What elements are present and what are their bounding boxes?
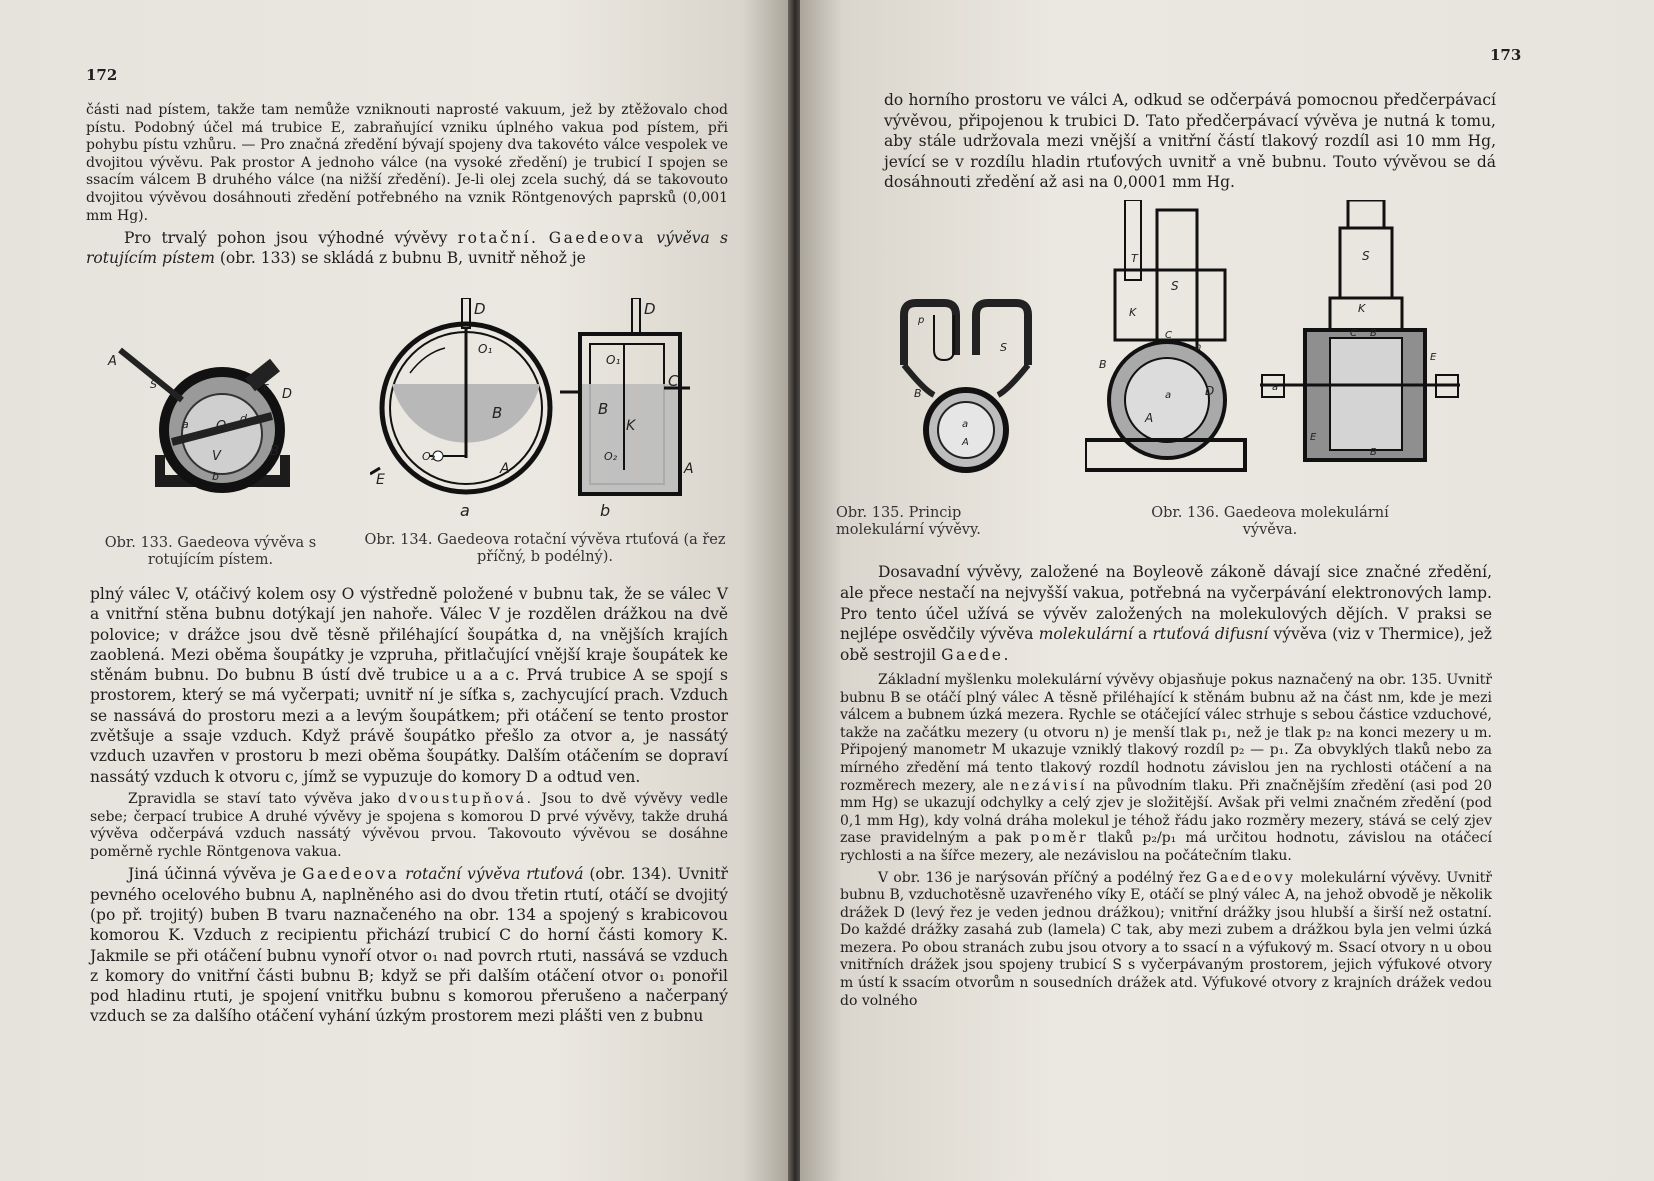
svg-text:D: D xyxy=(1205,384,1215,398)
svg-text:O₂: O₂ xyxy=(422,450,436,463)
page-number-left: 172 xyxy=(86,66,118,84)
svg-text:B: B xyxy=(1099,358,1107,371)
svg-text:d: d xyxy=(240,412,247,425)
left-paragraph-4: Zpravidla se staví tato vývěva jako dvoustupňová. Jsou to dvě vývěvy vedle sebe; čerpací trubice A druhé vývěvy je spojena s komorou D prvé vývěvy, takže druhá vývěva odčerpává vzduch nassátý vývěvou prvou. Takovouto vývěvou se dosáhne poměrně rychle Röntgenova vakua. xyxy=(90,790,729,860)
svg-text:O₁: O₁ xyxy=(606,353,621,367)
figure-134a xyxy=(370,298,565,520)
svg-text:A: A xyxy=(108,354,117,369)
svg-text:E: E xyxy=(376,472,385,488)
left-paragraph-1: části nad pístem, takže tam nemůže vzniknouti naprosté vakuum, jež by ztěžovalo chod pístu. Podobný účel má trubice E, zabraňující vzniku úplného vakua pod pístem, při pohybu pístu vzhůru. — Pro značná zředění bývají spojeny dva takovéto válce vespolek ve dvojitou vývěvu. Pak prostor A jednoho válce (na vysoké zředění) je trubicí I spojen se ssacím válcem B druhého válce (na nižší zředění). Je-li olej zcela suchý, dá se takovouto dvojitou vývěvou dosáhnouti zředění potřebného na vznik Röntgenových paprsků (0,001 mm Hg). xyxy=(86,102,728,224)
svg-text:A: A xyxy=(684,461,694,477)
right-paragraph-2: Dosavadní vývěvy, založené na Boyleově zákoně dávají sice značné zředění, ale přece nestačí na nejvyšší vakua, potřebná na vyčerpávání elektronových lamp. Pro tento účel užívá se vývěv založených na molekulových dějích. V praksi se nejlépe osvědčily vývěva molekulární a rtuťová difusní vývěva (viz v Thermice), jež obě sestrojil Gaede. xyxy=(840,563,1492,665)
svg-text:T: T xyxy=(1131,252,1138,265)
fig133-caption: Obr. 133. Gaedeova vývěva s rotujícím pístem. xyxy=(104,535,317,568)
svg-text:D: D xyxy=(474,300,486,318)
svg-text:C: C xyxy=(1350,328,1357,339)
fig136-caption: Obr. 136. Gaedeova molekulární vývěva. xyxy=(1151,505,1389,538)
svg-text:b: b xyxy=(212,470,219,483)
right-page xyxy=(800,0,1654,1181)
svg-text:K: K xyxy=(1129,306,1137,319)
svg-text:S: S xyxy=(1362,249,1370,263)
svg-text:S: S xyxy=(1171,279,1179,293)
left-paragraph-2: Pro trvalý pohon jsou výhodné vývěvy rotační. Gaedeova vývěva s rotujícím pístem (obr. 133) se skládá z bubnu B, uvnitř něhož je xyxy=(86,229,728,267)
svg-text:B: B xyxy=(598,400,609,418)
svg-text:C: C xyxy=(668,372,679,390)
svg-text:A: A xyxy=(500,461,510,477)
svg-text:K: K xyxy=(626,418,636,434)
svg-text:S: S xyxy=(150,378,157,391)
svg-text:a: a xyxy=(1165,390,1172,401)
right-text-bottom xyxy=(840,562,1492,1010)
svg-text:K: K xyxy=(1358,302,1366,315)
left-paragraph-5: Jiná účinná vývěva je Gaedeova rotační vývěva rtuťová (obr. 134). Uvnitř pevného ocelového bubnu A, naplněného asi do dvou třetin rtutí, otáčí se dvojitý (po př. trojitý) buben B tvaru naznačeného na obr. 134 a spojený s krabicovou komorou K. Vzduch z recipientu přichází trubicí C do horní části komory K. Jakmile se při otáčení bubnu vynoří otvor o₁ nad povrch rtuti, nassává se vzduch z komory do vnitřní části bubnu B; když se při dalším otáčení otvor o₁ ponořil pod hladinu rtuti, je spojení vnitřku bubnu s komorou přerušeno a načerpaný vzduch se za dalšího otáčení vyhání úzkým prostorem mezi plášti ven z bubnu xyxy=(90,865,728,1026)
fig134-caption: Obr. 134. Gaedeova rotační vývěva rtuťová (a řez příčný, b podélný). xyxy=(364,532,726,565)
right-paragraph-3: Základní myšlenku molekulární vývěvy objasňuje pokus naznačený na obr. 135. Uvnitř bubnu B se otáčí plný válec A těsně přiléhající k stěnám bubnu až na část nm, kde je mezi válcem a bubnem úzká mezera. Rychle se otáčející válec strhuje s sebou částice vzduchové, takže na začátku mezery (u otvoru n) je menší tlak p₁, než je tlak p₂ na konci mezery u m. Připojený manometr M ukazuje vzniklý tlakový rozdíl p₂ — p₁. Za obvyklých tlaků nebo za mírného zředění má tento tlakový rozdíl hodnotu závislou jen na rychlosti otáčení a na rozměrech mezery, ale nezávisí na původním tlaku. Při značnějším zředění (asi pod 20 mm Hg) se ukazují odchylky a celý zjev je složitější. Avšak při velmi značném zředění (pod 0,1 mm Hg), kdy volná dráha molekul je téhož řádu jako rozměry mezery, stává se celý zjev zase pravidelným a pak poměr tlaků p₂/p₁ má určitou hodnotu, závislou na otáčecí rychlosti a na šířce mezery, ale nezávislou na počátečním tlaku. xyxy=(840,671,1493,864)
figure-133 xyxy=(100,330,310,530)
svg-text:O₁: O₁ xyxy=(478,342,493,356)
svg-text:D: D xyxy=(282,387,293,402)
svg-text:A: A xyxy=(1145,411,1154,425)
svg-text:S: S xyxy=(1000,341,1007,354)
svg-text:a: a xyxy=(460,501,470,520)
svg-text:p: p xyxy=(918,315,925,326)
right-text-top xyxy=(884,90,1496,193)
svg-text:O₂: O₂ xyxy=(604,450,618,463)
left-paragraph-3: plný válec V, otáčivý kolem osy O výstředně položené v bubnu tak, že se válec V a vnitřní stěna bubnu dotýkají jen nahoře. Válec V je rozdělen drážkou na dvě polovice; v drážce jsou dvě těsně přiléhající šoupátka d, na vnějších krajích zaoblená. Mezi oběma šoupátky je vzpruha, přitlačující vnější kraje šoupátek ke stěnám bubnu. Do bubnu B ústí dvě trubice u a a c. Prvá trubice A se spojí s prostorem, který se má vyčerpati; uvnitř ní je síťka s, zachycující prach. Vzduch se nassává do prostoru mezi a a levým šoupátkem; při otáčení se tento prostor zvětšuje a ssaje vzduch. Když právě šoupátko přešlo za otvor a, je nassátý vzduch uzavřen v prostoru b mezi oběma šoupátky. Dalším otáčením se dopraví nassátý vzduch k otvoru c, jímž se vypuzuje do komory D a odtud ven. xyxy=(90,585,728,786)
svg-text:B: B xyxy=(270,444,279,459)
figure-136-longitudinal xyxy=(1260,200,1460,480)
svg-text:O: O xyxy=(216,419,227,434)
fig135-caption: Obr. 135. Princip molekulární vývěvy. xyxy=(836,505,981,538)
svg-text:n: n xyxy=(1195,342,1202,353)
svg-text:a: a xyxy=(182,418,189,431)
left-text-bottom xyxy=(90,584,728,1027)
svg-text:B: B xyxy=(492,404,503,422)
svg-text:B: B xyxy=(914,387,922,400)
right-paragraph-4: V obr. 136 je narýsován příčný a podélný řez Gaedeovy molekulární vývěvy. Uvnitř bubnu B, vzduchotěsně uzavřeného víky E, otáčí se plný válec A, na jehož obvodě je několik drážek D (levý řez je veden jednou drážkou); vnitřní drážky jsou hlubší a širší než ostatní. Do každé drážky zasahá zub (lamela) C tak, aby mezi zubem a drážkou byla jen velmi úzká mezera. Po obou stranách zubu jsou otvory a to ssací n a výfukový m. Ssací otvory n u obou vnitřních drážek jsou spojeny trubicí S s vyčerpávaným prostorem, jejich výfukové otvory m ústí k ssacím otvorům n sousedních drážek atd. Výfukové otvory z krajních drážek vedou do volného xyxy=(840,869,1492,1009)
svg-text:E: E xyxy=(1430,352,1437,363)
figure-136-cross xyxy=(1085,200,1250,480)
svg-text:a: a xyxy=(1272,382,1279,393)
svg-text:a: a xyxy=(962,419,969,430)
svg-text:V: V xyxy=(212,449,221,464)
svg-text:c: c xyxy=(263,380,270,393)
left-page xyxy=(0,0,790,1181)
figure-135 xyxy=(884,295,1034,475)
svg-text:A: A xyxy=(962,437,969,448)
svg-text:b: b xyxy=(600,501,611,520)
svg-text:B: B xyxy=(1370,328,1377,339)
svg-text:B: B xyxy=(1370,447,1377,458)
left-text-top xyxy=(86,102,728,268)
svg-text:E: E xyxy=(1310,432,1317,443)
figure-134b xyxy=(560,298,700,520)
page-number-right: 173 xyxy=(1490,46,1522,64)
svg-text:C: C xyxy=(1165,330,1172,341)
svg-text:D: D xyxy=(644,300,656,318)
right-paragraph-1: do horního prostoru ve válci A, odkud se odčerpává pomocnou předčerpávací vývěvou, připojenou k trubici D. Tato předčerpávací vývěva je nutná k tomu, aby stále udržovala mezi vnější a vnitřní částí tlakový rozdíl asi 10 mm Hg, jevící se v rozdílu hladin rtuťových uvnitř a vně bubnu. Touto vývěvou se dá dosáhnouti zředění až asi na 0,0001 mm Hg. xyxy=(884,91,1496,192)
svg-text:M: M xyxy=(940,299,949,310)
